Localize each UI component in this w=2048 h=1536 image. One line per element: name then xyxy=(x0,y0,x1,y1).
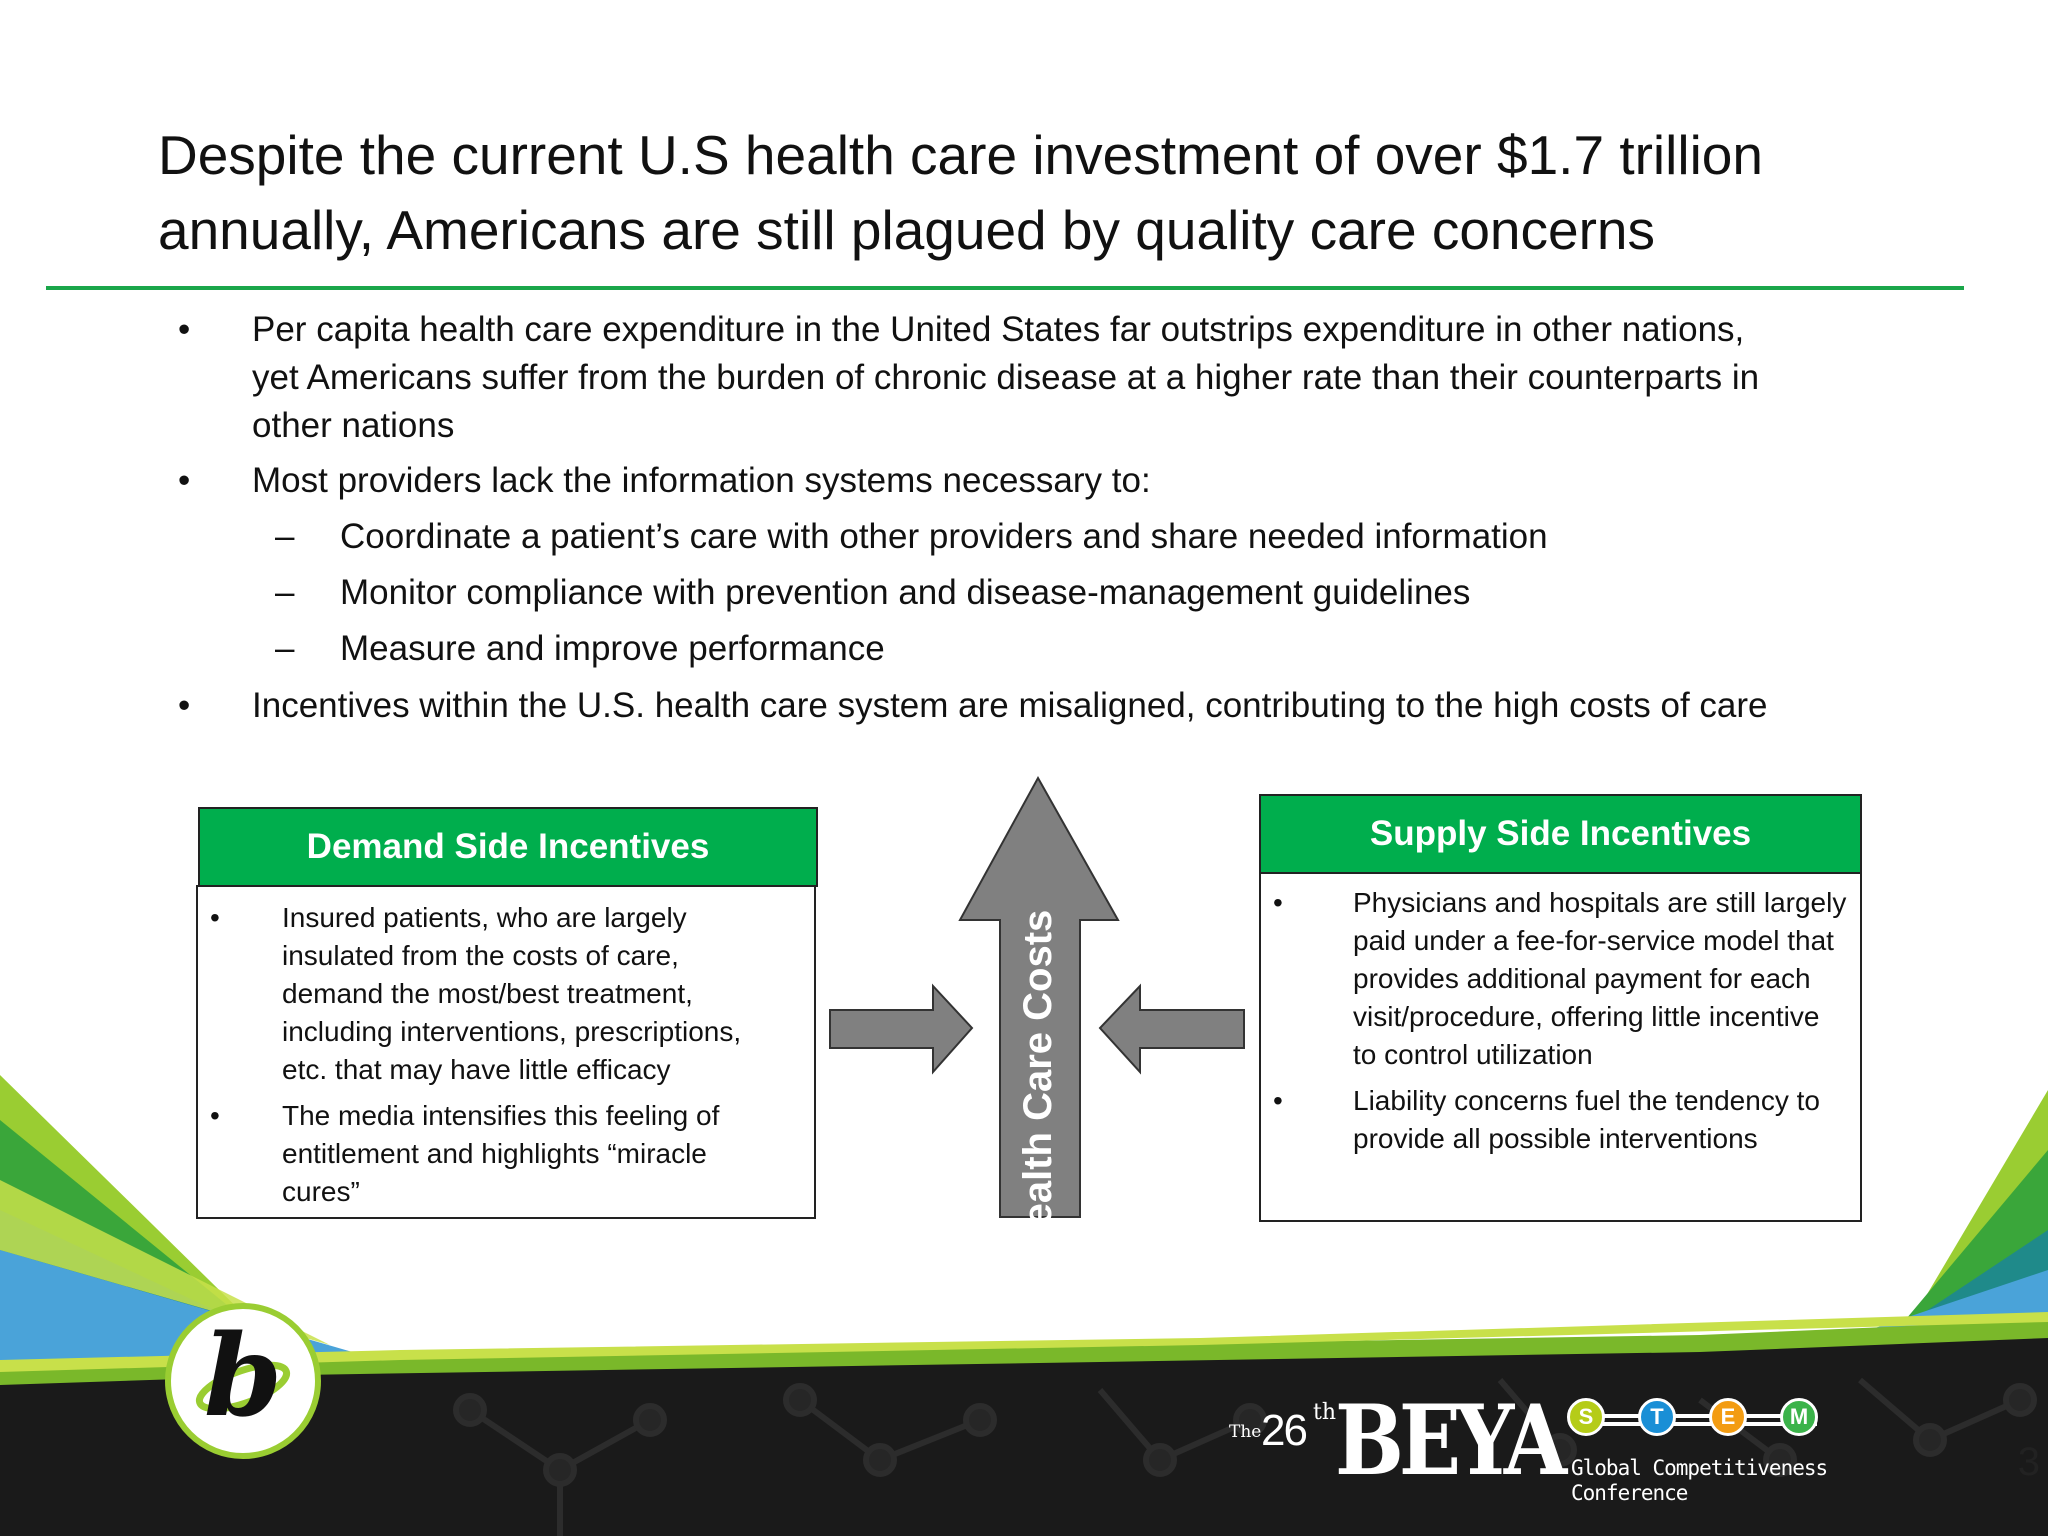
bullet-text: Per capita health care expenditure in the United States far outstrips expenditure in other nations, xyxy=(252,310,1745,349)
bullet-text: Incentives within the U.S. health care system are misaligned, contributing to the high costs of care xyxy=(252,686,1768,725)
tagline-line-1: Global Competitiveness xyxy=(1571,1456,1828,1480)
event-name: BEYA xyxy=(1335,1384,1563,1497)
stem-badge-t: T xyxy=(1638,1398,1676,1436)
dash-marker: – xyxy=(275,573,295,612)
bullet-text: Most providers lack the information systems necessary to: xyxy=(252,461,1151,500)
title-line-1: Despite the current U.S health care investment of over $1.7 trillion xyxy=(158,124,1763,186)
bullet-marker: • xyxy=(1273,1085,1283,1116)
demand-item-line: etc. that may have little efficacy xyxy=(282,1054,671,1085)
stem-badge-e: E xyxy=(1709,1398,1747,1436)
supply-item-line: Liability concerns fuel the tendency to xyxy=(1353,1085,1820,1116)
event-prefix: The xyxy=(1229,1422,1262,1442)
demand-item-line: demand the most/best treatment, xyxy=(282,978,693,1009)
bullet-text: other nations xyxy=(252,406,455,445)
center-arrow-label: Health Care Costs xyxy=(1016,909,1060,1255)
supply-side-box xyxy=(1259,872,1862,1222)
bullet-marker: • xyxy=(1273,887,1283,918)
title-line-2: annually, Americans are still plagued by quality care concerns xyxy=(158,199,1656,261)
supply-item-line: visit/procedure, offering little incentive xyxy=(1353,1001,1820,1032)
supply-item-line: provides additional payment for each xyxy=(1353,963,1811,994)
supply-side-header: Supply Side Incentives xyxy=(1259,794,1862,874)
demand-item-line: Insured patients, who are largely xyxy=(282,902,687,933)
tagline-line-2: Conference xyxy=(1571,1481,1688,1505)
bullet-text: yet Americans suffer from the burden of chronic disease at a higher rate than their counterparts in xyxy=(252,358,1760,397)
title-divider xyxy=(46,286,1964,290)
demand-item-line: entitlement and highlights “miracle xyxy=(282,1138,707,1169)
organization-logo xyxy=(165,1303,321,1459)
bullet-text: Measure and improve performance xyxy=(340,629,885,668)
event-number-suffix: th xyxy=(1313,1400,1337,1425)
page-number: 3 xyxy=(2017,1440,2040,1484)
right-arrow xyxy=(830,986,972,1072)
event-logo xyxy=(1225,1384,1835,1512)
supply-item-line: Physicians and hospitals are still largely xyxy=(1353,887,1847,918)
stem-badges xyxy=(1567,1398,1867,1438)
stem-badge-s: S xyxy=(1567,1398,1605,1436)
event-number: 26 xyxy=(1261,1406,1306,1455)
bullet-marker: • xyxy=(178,310,191,349)
supply-item-line: paid under a fee-for-service model that xyxy=(1353,925,1834,956)
bullet-text: Monitor compliance with prevention and disease-management guidelines xyxy=(340,573,1471,612)
demand-side-box xyxy=(196,885,816,1219)
bullet-marker: • xyxy=(178,461,191,500)
bullet-text: Coordinate a patient’s care with other providers and share needed information xyxy=(340,517,1548,556)
demand-side-header: Demand Side Incentives xyxy=(198,807,818,887)
demand-item-line: including interventions, prescriptions, xyxy=(282,1016,742,1047)
stem-badge-m: M xyxy=(1780,1398,1818,1436)
logo-letter: b xyxy=(203,1311,283,1442)
demand-item-line: The media intensifies this feeling of xyxy=(282,1100,720,1131)
left-arrow xyxy=(1100,986,1244,1072)
demand-item-line: cures” xyxy=(282,1176,360,1207)
slide-title xyxy=(158,118,1958,268)
dash-marker: – xyxy=(275,517,295,556)
dash-marker: – xyxy=(275,629,295,668)
bullet-marker: • xyxy=(210,1100,220,1131)
bullet-marker: • xyxy=(178,686,191,725)
demand-item-line: insulated from the costs of care, xyxy=(282,940,679,971)
bullet-marker: • xyxy=(210,902,220,933)
supply-item-line: provide all possible interventions xyxy=(1353,1123,1758,1154)
supply-item-line: to control utilization xyxy=(1353,1039,1593,1070)
